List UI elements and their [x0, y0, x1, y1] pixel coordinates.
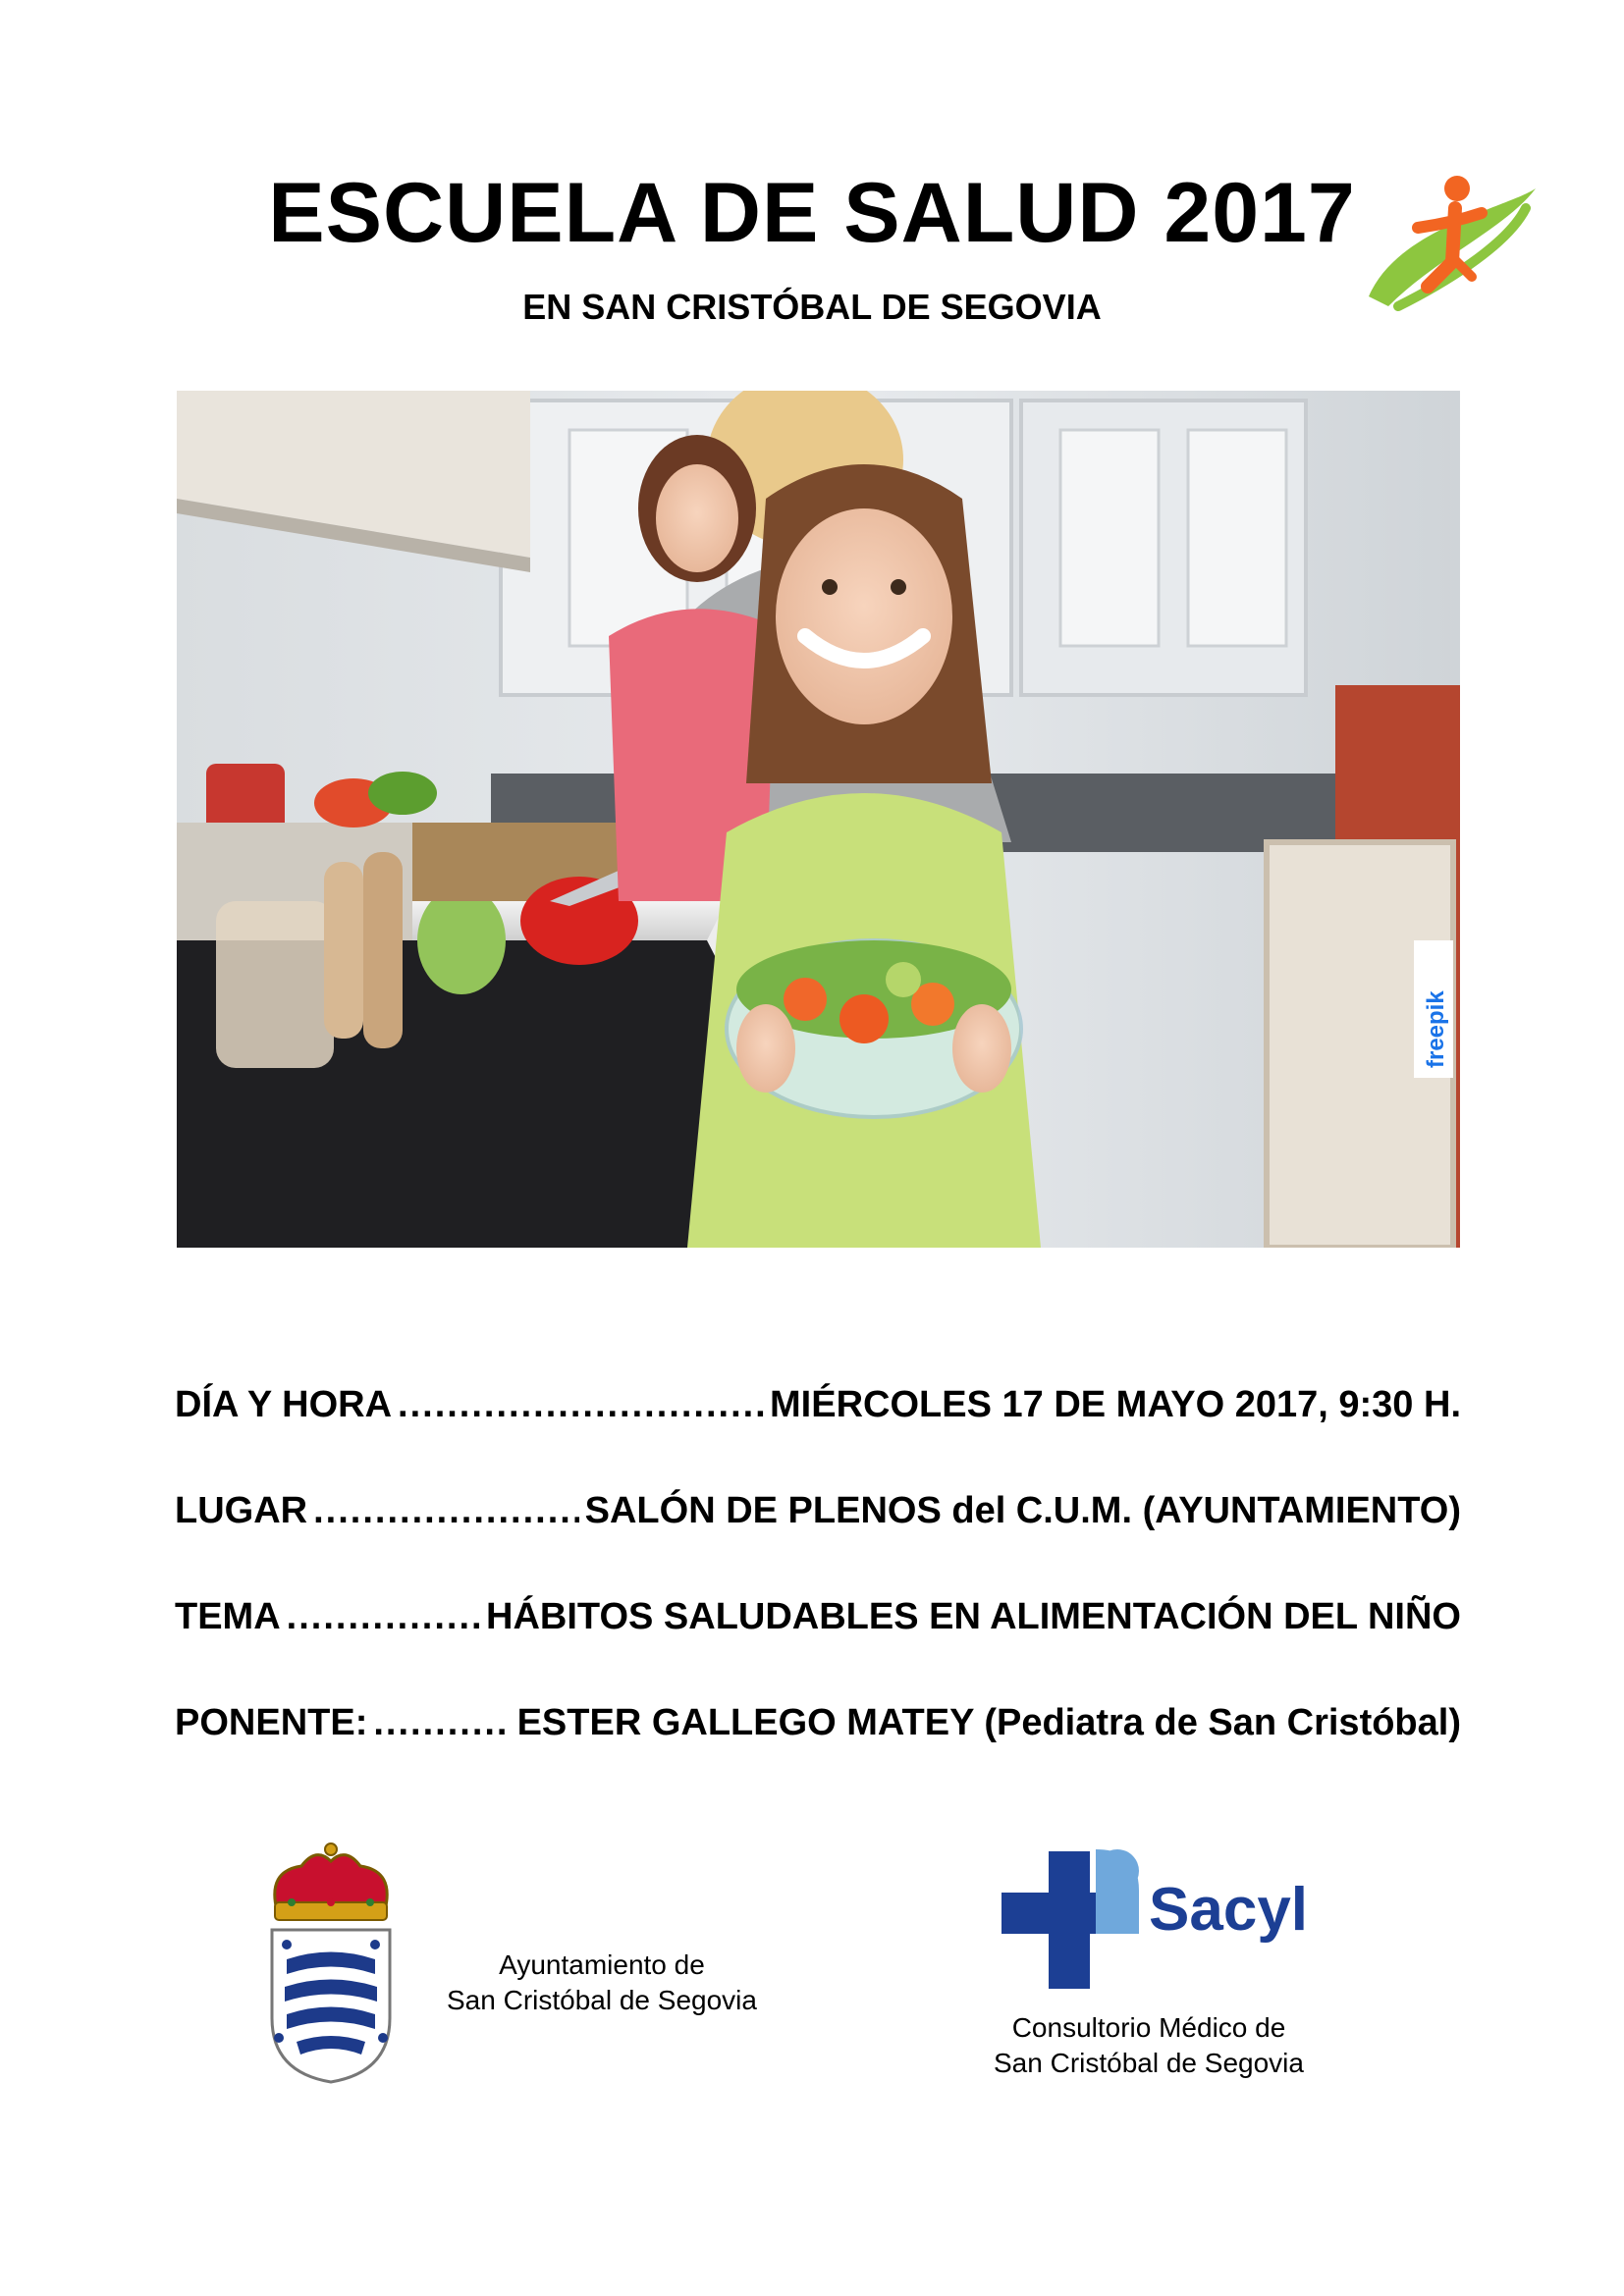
- detail-value: SALÓN DE PLENOS del C.U.M. (AYUNTAMIENTO): [584, 1490, 1461, 1531]
- detail-label: DÍA Y HORA: [175, 1384, 393, 1425]
- detail-value: MIÉRCOLES 17 DE MAYO 2017, 9:30 H.: [770, 1384, 1461, 1425]
- detail-row-topic: [175, 1596, 1461, 1638]
- detail-value: HÁBITOS SALUDABLES EN ALIMENTACIÓN DEL NIÑO: [486, 1596, 1461, 1637]
- detail-value: ESTER GALLEGO MATEY (Pediatra de San Cristóbal): [516, 1702, 1461, 1743]
- leader-dots: [313, 1490, 579, 1532]
- sacyl-logo: [1001, 1842, 1326, 1999]
- ayuntamiento-line1: Ayuntamiento de: [499, 1949, 705, 1980]
- ayuntamiento-line2: San Cristóbal de Segovia: [447, 1985, 757, 2015]
- detail-row-speaker: [175, 1702, 1461, 1744]
- leader-dots: [287, 1596, 480, 1638]
- sacyl-brand: Sacyl: [1149, 1876, 1309, 1944]
- detail-label: TEMA: [175, 1596, 281, 1637]
- family-cooking-photo: [177, 391, 1460, 1248]
- leader-dots: [398, 1384, 764, 1426]
- escuela-salud-logo: [1359, 169, 1545, 326]
- ayuntamiento-caption: [420, 1948, 784, 2018]
- detail-label: LUGAR: [175, 1490, 308, 1531]
- sacyl-line2: San Cristóbal de Segovia: [994, 2048, 1304, 2078]
- detail-label: PONENTE:: [175, 1702, 368, 1743]
- sacyl-caption: [943, 2010, 1355, 2081]
- leader-dots: [373, 1702, 511, 1744]
- sacyl-line1: Consultorio Médico de: [1011, 2012, 1286, 2043]
- page-subtitle: EN SAN CRISTÓBAL DE SEGOVIA: [522, 287, 1102, 327]
- freepik-watermark: freepik: [1423, 990, 1449, 1068]
- page-title: ESCUELA DE SALUD 2017: [268, 166, 1356, 260]
- coat-of-arms-icon: [257, 1842, 405, 2087]
- detail-row-place: [175, 1490, 1461, 1532]
- detail-row-date: [175, 1384, 1461, 1426]
